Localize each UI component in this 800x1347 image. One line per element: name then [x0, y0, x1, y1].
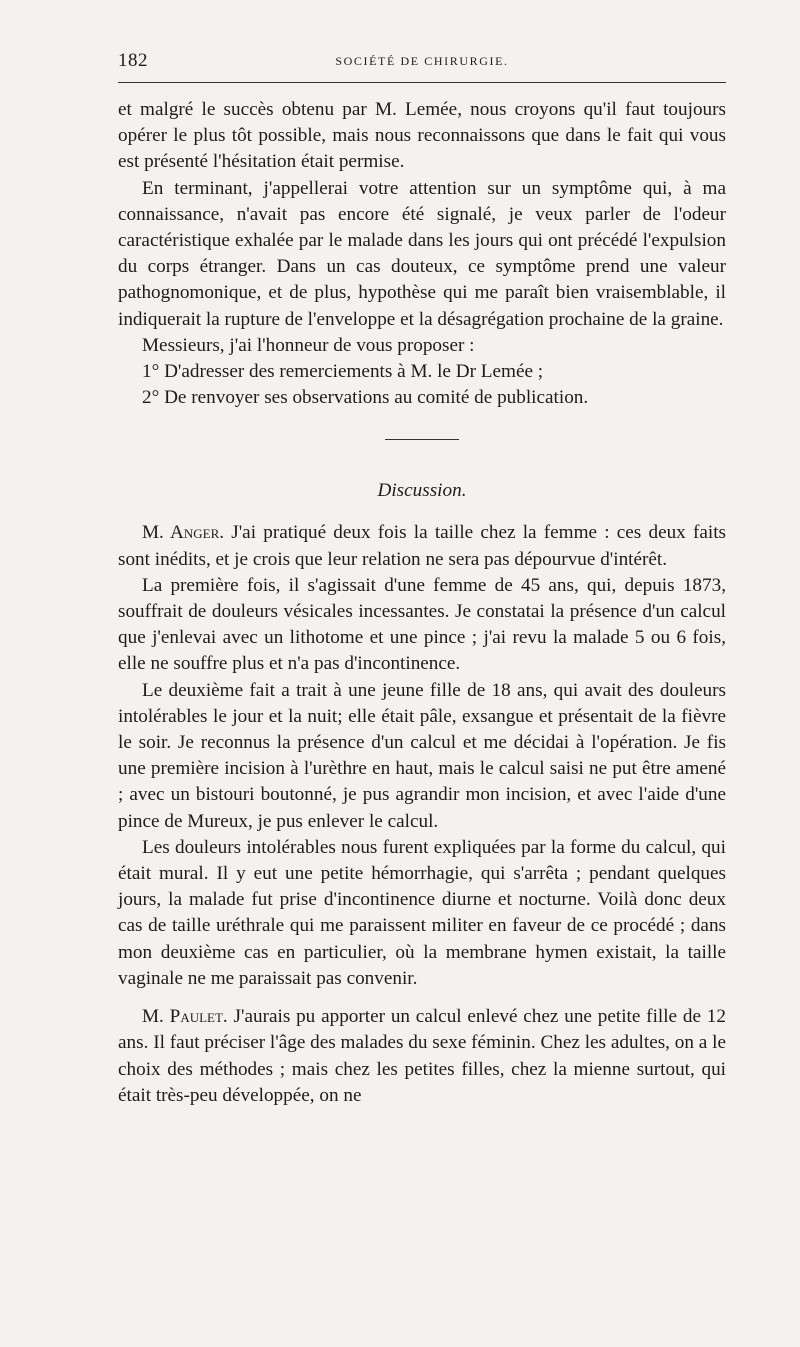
speaker-name: M. Paulet.: [142, 1006, 228, 1028]
speaker-paragraph: [118, 520, 726, 572]
discussion-heading: Discussion.: [377, 480, 467, 502]
report-paragraph: Messieurs, j'ai l'honneur de vous proposer :: [142, 334, 475, 356]
speaker-text: J'ai pratiqué deux fois la taille chez la femme : ces deux faits sont inédits, et je crois que leur relation ne sera pas dépourvue d'intérêt.: [118, 522, 727, 570]
report-paragraph: En terminant, j'appellerai votre attention sur un symptôme qui, à ma connaissance, n'avait pas encore été signalé, je veux parler de l'odeur caractéristique exhalée par le malade dans les jours qui ont précédé l'expulsion du corps étranger. Dans un cas douteux, ce symptôme prend une valeur pathognomonique, et de plus, hypothèse qui me paraît bien vraisemblable, il indiquerait la rupture de l'enveloppe et la désagrégation prochaine de la graine.: [118, 177, 726, 330]
report-section: [118, 97, 726, 411]
header-rule: [118, 82, 726, 83]
book-page: [118, 50, 726, 1109]
speaker-name: M. Anger.: [142, 522, 225, 544]
page-number: 182: [118, 50, 148, 71]
report-paragraph: et malgré le succès obtenu par M. Lemée, nous croyons qu'il faut toujours opérer le plus tôt possible, mais nous reconnaissons que dans le fait qui vous est présenté l'hésitation était permise.: [118, 99, 726, 173]
section-divider: [385, 439, 459, 440]
speaker-text: J'aurais pu apporter un calcul enlevé chez une petite fille de 12 ans. Il faut préciser l'âge des malades du sexe féminin. Chez les adultes, on a le choix des méthodes ; mais chez les petites filles, chez la mienne surtout, qui était très-peu développée, on ne: [118, 1006, 726, 1106]
discussion-paragraph: La première fois, il s'agissait d'une femme de 45 ans, qui, depuis 1873, souffrait de douleurs vésicales incessantes. Je constatai la présence d'un calcul que j'enlevai avec un lithotome et une pince ; j'ai revu la malade 5 ou 6 fois, elle ne souffre plus et n'a pas d'incontinence.: [118, 574, 726, 675]
running-head: [118, 50, 726, 76]
discussion-paragraph: Le deuxième fait a trait à une jeune fille de 18 ans, qui avait des douleurs intolérables le jour et la nuit; elle était pâle, exsangue et présentait de la fièvre le soir. Je reconnus la présence d'un calcul et me décidai à l'opération. Je fis une première incision à l'urèthre en haut, mais le calcul saisi ne put être amené ; avec un bistouri boutonné, je pus agrandir mon incision, et avec l'aide d'une pince de Mureux, je pus enlever le calcul.: [118, 679, 726, 832]
discussion-section: [118, 520, 726, 1108]
speaker-paragraph: [118, 1004, 726, 1109]
proposal-item: 1° D'adresser des remerciements à M. le Dr Lemée ;: [142, 361, 544, 383]
proposal-item: 2° De renvoyer ses observations au comité de publication.: [142, 387, 589, 409]
discussion-paragraph: Les douleurs intolérables nous furent expliquées par la forme du calcul, qui était mural. Il y eut une petite hémorrhagie, qui s'arrêta ; pendant quelques jours, la malade fut prise d'incontinence diurne et nocturne. Voilà donc deux cas de taille uréthrale qui me paraissent militer en faveur de ce procédé ; dans mon deuxième cas en particulier, où la membrane hymen existait, la taille vaginale ne me paraissait pas convenir.: [118, 836, 726, 989]
running-title: SOCIÉTÉ DE CHIRURGIE.: [335, 54, 509, 68]
